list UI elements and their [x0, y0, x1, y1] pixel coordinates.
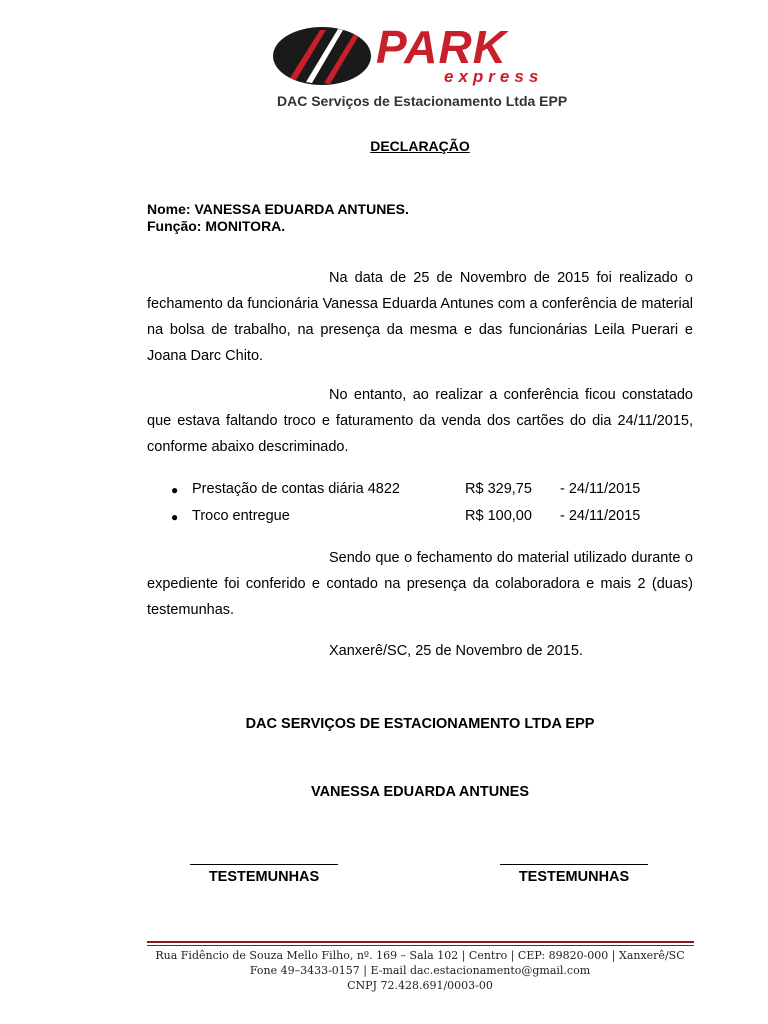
signature-line	[190, 852, 338, 865]
footer-cnpj: CNPJ 72.428.691/0003-00	[347, 979, 493, 992]
bullet-icon: ●	[171, 510, 179, 524]
logo-ellipse-icon	[272, 26, 372, 86]
list-item	[147, 481, 693, 508]
logo-express-text: express	[444, 67, 544, 86]
list-item	[147, 508, 693, 535]
witness-2	[494, 852, 654, 885]
bullet-icon: ●	[171, 483, 179, 497]
footer-divider	[147, 941, 694, 943]
item-value: R$ 100,00	[465, 508, 532, 524]
logo-park-text: PARK	[376, 21, 507, 73]
employee-function: Função: MONITORA.	[147, 218, 286, 234]
footer-address: Rua Fidêncio de Souza Mello Filho, nº. 169 – Sala 102 | Centro | CEP: 89820-000 | Xanxerê/SC	[155, 949, 685, 962]
items-list	[147, 481, 693, 535]
company-signature: DAC SERVIÇOS DE ESTACIONAMENTO LTDA EPP	[245, 716, 595, 732]
city-date: Xanxerê/SC, 25 de Novembro de 2015.	[329, 643, 583, 659]
footer-divider	[147, 945, 694, 946]
employee-name: Nome: VANESSA EDUARDA ANTUNES.	[147, 201, 409, 217]
employee-signature: VANESSA EDUARDA ANTUNES	[310, 784, 530, 800]
item-label: Prestação de contas diária 4822	[192, 481, 400, 497]
item-label: Troco entregue	[192, 508, 290, 524]
item-date: - 24/11/2015	[560, 481, 641, 497]
company-name: DAC Serviços de Estacionamento Ltda EPP	[277, 93, 568, 109]
paragraph-2: No entanto, ao realizar a conferência ficou constatado que estava faltando troco e faturamento da venda dos cartões do dia 24/11/2015, conforme abaixo descriminado.	[147, 387, 693, 455]
witness-label: TESTEMUNHAS	[208, 869, 320, 885]
paragraph-3: Sendo que o fechamento do material utilizado durante o expediente foi conferido e contado na presença da colaboradora e mais 2 (duas) testemunhas.	[147, 550, 693, 618]
footer	[0, 948, 768, 993]
paragraph-1: Na data de 25 de Novembro de 2015 foi realizado o fechamento da funcionária Vanessa Eduarda Antunes com a conferência de material na bolsa de trabalho, na presença da mesma e das funcionárias Leila Puerari e Joana Darc Chito.	[147, 270, 693, 364]
document-title: DECLARAÇÃO	[370, 138, 470, 154]
signature-line	[500, 852, 648, 865]
item-date: - 24/11/2015	[560, 508, 641, 524]
witness-label: TESTEMUNHAS	[518, 869, 630, 885]
witness-1	[184, 852, 344, 885]
item-value: R$ 329,75	[465, 481, 532, 497]
footer-contact: Fone 49–3433-0157 | E-mail dac.estacionamento@gmail.com	[249, 964, 591, 977]
